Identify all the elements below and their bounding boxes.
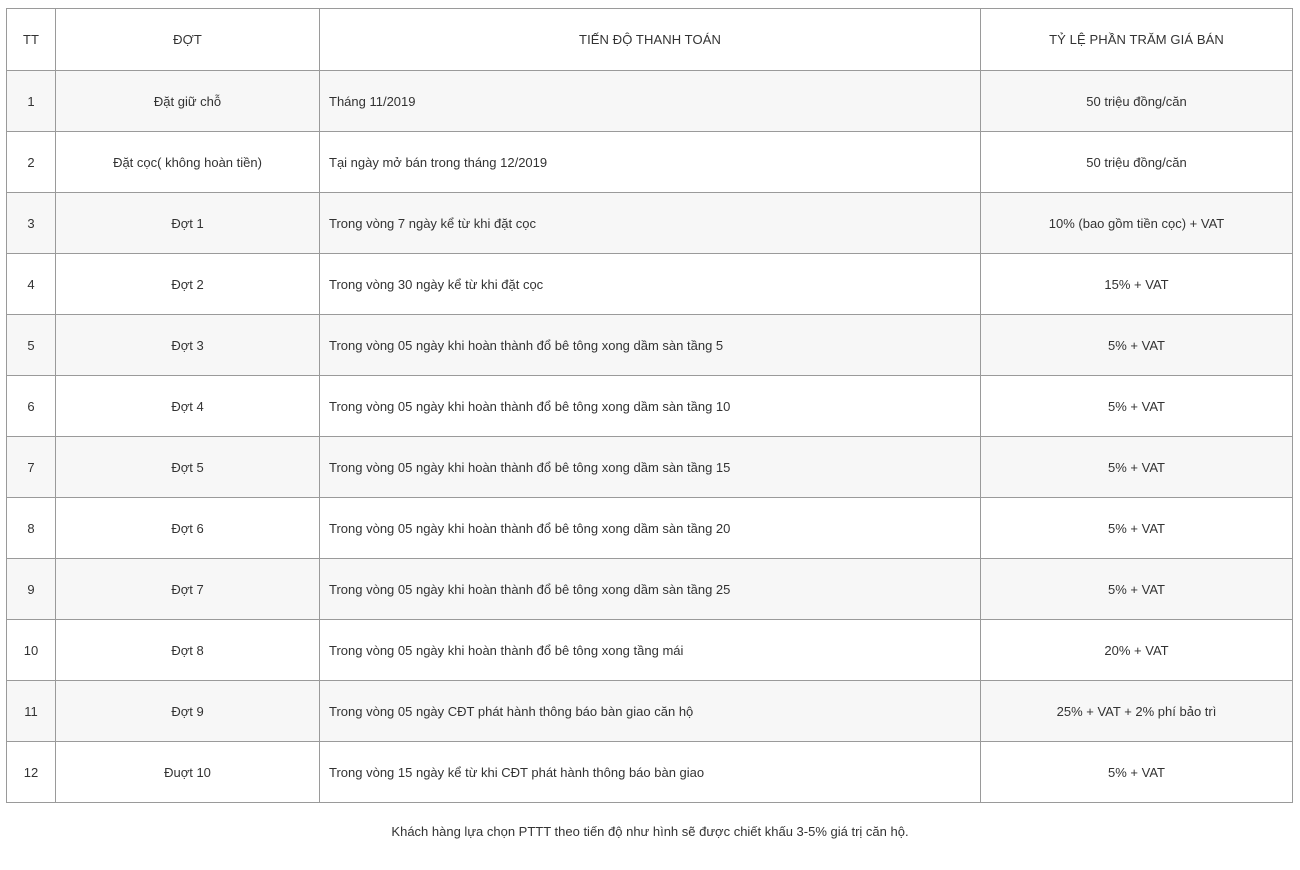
cell-ratio: 50 triệu đồng/căn xyxy=(981,71,1293,132)
cell-ratio: 15% + VAT xyxy=(981,254,1293,315)
cell-schedule: Trong vòng 30 ngày kể từ khi đặt cọc xyxy=(320,254,981,315)
table-row xyxy=(7,376,1293,437)
cell-tt: 4 xyxy=(7,254,56,315)
cell-ratio: 10% (bao gồm tiền cọc) + VAT xyxy=(981,193,1293,254)
header-tt: TT xyxy=(7,9,56,71)
cell-dot: Đợt 4 xyxy=(56,376,320,437)
table-row xyxy=(7,681,1293,742)
cell-dot: Đợt 8 xyxy=(56,620,320,681)
table-header xyxy=(7,9,1293,71)
cell-schedule: Trong vòng 05 ngày khi hoàn thành đổ bê tông xong dầm sàn tầng 25 xyxy=(320,559,981,620)
cell-tt: 5 xyxy=(7,315,56,376)
cell-ratio: 5% + VAT xyxy=(981,559,1293,620)
cell-tt: 7 xyxy=(7,437,56,498)
cell-schedule: Trong vòng 05 ngày khi hoàn thành đổ bê tông xong dầm sàn tầng 5 xyxy=(320,315,981,376)
cell-dot: Đợt 3 xyxy=(56,315,320,376)
cell-dot: Đặt cọc( không hoàn tiền) xyxy=(56,132,320,193)
cell-tt: 6 xyxy=(7,376,56,437)
cell-dot: Đợt 7 xyxy=(56,559,320,620)
table-row xyxy=(7,193,1293,254)
table-row xyxy=(7,498,1293,559)
cell-schedule: Trong vòng 15 ngày kể từ khi CĐT phát hành thông báo bàn giao xyxy=(320,742,981,803)
discount-note: Khách hàng lựa chọn PTTT theo tiến độ như hình sẽ được chiết khấu 3-5% giá trị căn hộ. xyxy=(391,824,909,839)
header-ratio: TỶ LỆ PHẦN TRĂM GIÁ BÁN xyxy=(981,9,1293,71)
payment-schedule-table-container xyxy=(6,8,1292,803)
cell-tt: 10 xyxy=(7,620,56,681)
cell-dot: Đặt giữ chỗ xyxy=(56,71,320,132)
cell-tt: 2 xyxy=(7,132,56,193)
cell-dot: Đợt 9 xyxy=(56,681,320,742)
table-row xyxy=(7,437,1293,498)
cell-schedule: Trong vòng 05 ngày khi hoàn thành đổ bê tông xong tầng mái xyxy=(320,620,981,681)
cell-dot: Đợt 1 xyxy=(56,193,320,254)
table-row xyxy=(7,620,1293,681)
cell-tt: 1 xyxy=(7,71,56,132)
cell-dot: Đuợt 10 xyxy=(56,742,320,803)
cell-ratio: 5% + VAT xyxy=(981,437,1293,498)
cell-tt: 9 xyxy=(7,559,56,620)
cell-ratio: 50 triệu đồng/căn xyxy=(981,132,1293,193)
table-row xyxy=(7,132,1293,193)
cell-ratio: 25% + VAT + 2% phí bảo trì xyxy=(981,681,1293,742)
table-body xyxy=(7,71,1293,803)
table-row xyxy=(7,254,1293,315)
cell-schedule: Trong vòng 05 ngày khi hoàn thành đổ bê tông xong dầm sàn tầng 15 xyxy=(320,437,981,498)
cell-dot: Đợt 5 xyxy=(56,437,320,498)
cell-schedule: Tại ngày mở bán trong tháng 12/2019 xyxy=(320,132,981,193)
cell-dot: Đợt 6 xyxy=(56,498,320,559)
table-row xyxy=(7,742,1293,803)
payment-schedule-table xyxy=(6,8,1293,803)
cell-schedule: Trong vòng 7 ngày kể từ khi đặt cọc xyxy=(320,193,981,254)
cell-schedule: Tháng 11/2019 xyxy=(320,71,981,132)
cell-schedule: Trong vòng 05 ngày khi hoàn thành đổ bê tông xong dầm sàn tầng 20 xyxy=(320,498,981,559)
cell-ratio: 5% + VAT xyxy=(981,742,1293,803)
cell-ratio: 5% + VAT xyxy=(981,315,1293,376)
table-row xyxy=(7,71,1293,132)
header-schedule: TIẾN ĐỘ THANH TOÁN xyxy=(320,9,981,71)
cell-tt: 12 xyxy=(7,742,56,803)
header-dot: ĐỢT xyxy=(56,9,320,71)
cell-tt: 8 xyxy=(7,498,56,559)
table-row xyxy=(7,559,1293,620)
cell-dot: Đợt 2 xyxy=(56,254,320,315)
cell-schedule: Trong vòng 05 ngày khi hoàn thành đổ bê tông xong dầm sàn tầng 10 xyxy=(320,376,981,437)
table-row xyxy=(7,315,1293,376)
cell-schedule: Trong vòng 05 ngày CĐT phát hành thông báo bàn giao căn hộ xyxy=(320,681,981,742)
cell-ratio: 5% + VAT xyxy=(981,498,1293,559)
cell-tt: 11 xyxy=(7,681,56,742)
cell-ratio: 20% + VAT xyxy=(981,620,1293,681)
cell-ratio: 5% + VAT xyxy=(981,376,1293,437)
cell-tt: 3 xyxy=(7,193,56,254)
header-row xyxy=(7,9,1293,71)
